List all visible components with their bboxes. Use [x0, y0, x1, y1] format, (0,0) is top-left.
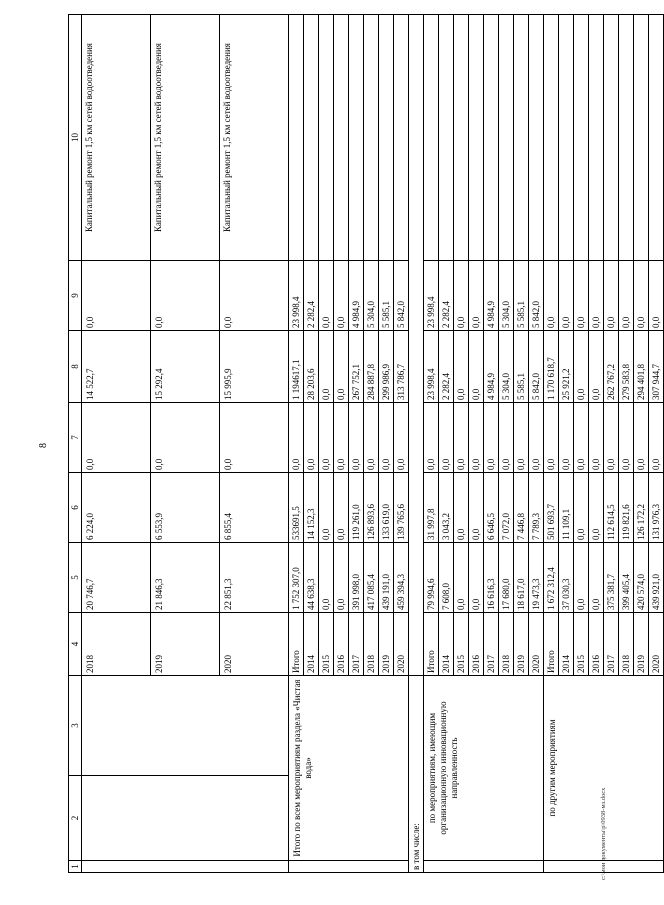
table-row	[544, 15, 559, 873]
value-cell: 0,0	[589, 261, 604, 331]
value-cell: 31 997,8	[424, 473, 439, 543]
value-cell: 2 282,4	[439, 261, 454, 331]
col-header: 8	[69, 331, 82, 403]
value-cell: 0,0	[319, 331, 334, 403]
value-cell: 0,0	[559, 261, 574, 331]
value-cell: 0,0	[604, 261, 619, 331]
value-cell: 0,0	[649, 403, 664, 473]
value-cell: 23 998,4	[289, 261, 304, 331]
empty-cell	[544, 861, 664, 873]
empty-cell	[469, 15, 484, 261]
value-cell: 22 851,3	[220, 543, 289, 613]
value-cell: 0,0	[220, 261, 289, 331]
value-cell: 1 194617,1	[289, 331, 304, 403]
year-cell: 2020	[529, 613, 544, 676]
year-cell: 2016	[589, 613, 604, 676]
value-cell: 0,0	[469, 403, 484, 473]
value-cell: 16 616,3	[484, 543, 499, 613]
value-cell: 279 583,8	[619, 331, 634, 403]
value-cell: 459 394,3	[394, 543, 409, 613]
year-cell: 2015	[574, 613, 589, 676]
empty-cell	[424, 861, 544, 873]
year-cell: 2018	[499, 613, 514, 676]
value-cell: 0,0	[634, 261, 649, 331]
value-cell: 0,0	[454, 403, 469, 473]
section-label: по другим мероприятиям	[544, 676, 664, 861]
value-cell: 112 614,5	[604, 473, 619, 543]
value-cell: 4 984,9	[349, 261, 364, 331]
year-cell: 2017	[349, 613, 364, 676]
column-number-row	[69, 15, 82, 873]
col-header: 9	[69, 261, 82, 331]
description-cell: Капитальный ремонт 1,5 км сетей водоотведения	[151, 15, 220, 261]
empty-cell	[82, 676, 289, 776]
value-cell: 6 646,5	[484, 473, 499, 543]
year-cell: Итого	[424, 613, 439, 676]
value-cell: 6 553,9	[151, 473, 220, 543]
year-cell: 2016	[334, 613, 349, 676]
value-cell: 0,0	[574, 261, 589, 331]
value-cell: 0,0	[151, 261, 220, 331]
value-cell: 0,0	[394, 403, 409, 473]
value-cell: 420 574,0	[634, 543, 649, 613]
col-header: 4	[69, 613, 82, 676]
value-cell: 284 887,8	[364, 331, 379, 403]
year-cell: Итого	[544, 613, 559, 676]
section-total	[289, 15, 409, 873]
value-cell: 4 984,9	[484, 331, 499, 403]
value-cell: 79 994,6	[424, 543, 439, 613]
section-label: по мероприятиям, имеющим организационную инновационную направленность	[424, 676, 544, 861]
value-cell: 0,0	[151, 403, 220, 473]
value-cell: 5 304,0	[499, 261, 514, 331]
value-cell: 391 998,0	[349, 543, 364, 613]
value-cell: 0,0	[304, 403, 319, 473]
empty-cell	[604, 15, 619, 261]
year-cell: 2020	[649, 613, 664, 676]
value-cell: 417 085,4	[364, 543, 379, 613]
year-cell: 2015	[319, 613, 334, 676]
value-cell: 119 821,6	[619, 473, 634, 543]
empty-cell	[424, 15, 439, 261]
value-cell: 0,0	[220, 403, 289, 473]
year-cell: 2017	[484, 613, 499, 676]
year-cell: 2015	[454, 613, 469, 676]
year-cell: 2016	[469, 613, 484, 676]
value-cell: 25 921,2	[559, 331, 574, 403]
value-cell: 501 693,7	[544, 473, 559, 543]
value-cell: 0,0	[334, 403, 349, 473]
value-cell: 0,0	[574, 473, 589, 543]
value-cell: 37 030,3	[559, 543, 574, 613]
value-cell: 18 617,0	[514, 543, 529, 613]
value-cell: 0,0	[604, 403, 619, 473]
value-cell: 0,0	[424, 403, 439, 473]
col-header: 6	[69, 473, 82, 543]
value-cell: 267 752,1	[349, 331, 364, 403]
value-cell: 0,0	[319, 403, 334, 473]
value-cell: 6 224,0	[82, 473, 151, 543]
empty-cell	[334, 15, 349, 261]
year-cell: 2019	[514, 613, 529, 676]
empty-cell	[634, 15, 649, 261]
value-cell: 0,0	[379, 403, 394, 473]
description-cell: Капитальный ремонт 1,5 км сетей водоотведения	[82, 15, 151, 261]
empty-cell	[574, 15, 589, 261]
empty-cell	[514, 15, 529, 261]
value-cell: 131 976,3	[649, 473, 664, 543]
value-cell: 2 282,4	[304, 261, 319, 331]
col-header: 1	[69, 861, 82, 873]
value-cell: 0,0	[499, 403, 514, 473]
value-cell: 399 405,4	[619, 543, 634, 613]
value-cell: 126 893,6	[364, 473, 379, 543]
year-cell: Итого	[289, 613, 304, 676]
value-cell: 0,0	[589, 543, 604, 613]
empty-cell	[379, 15, 394, 261]
empty-cell	[394, 15, 409, 261]
value-cell: 0,0	[469, 261, 484, 331]
year-cell: 2014	[559, 613, 574, 676]
empty-cell	[82, 861, 289, 873]
value-cell: 119 261,0	[349, 473, 364, 543]
year-cell: 2019	[151, 613, 220, 676]
value-cell: 1 672 312,4	[544, 543, 559, 613]
year-cell: 2014	[439, 613, 454, 676]
value-cell: 5 842,0	[529, 261, 544, 331]
empty-cell	[364, 15, 379, 261]
year-cell: 2020	[394, 613, 409, 676]
value-cell: 4 984,9	[484, 261, 499, 331]
value-cell: 44 638,3	[304, 543, 319, 613]
value-cell: 3 043,2	[439, 473, 454, 543]
value-cell: 20 746,7	[82, 543, 151, 613]
value-cell: 439 191,0	[379, 543, 394, 613]
value-cell: 0,0	[589, 473, 604, 543]
value-cell: 139 765,6	[394, 473, 409, 543]
value-cell: 1 752 307,0	[289, 543, 304, 613]
col-header: 3	[69, 676, 82, 776]
value-cell: 375 381,7	[604, 543, 619, 613]
empty-cell	[619, 15, 634, 261]
empty-cell	[484, 15, 499, 261]
value-cell: 0,0	[469, 473, 484, 543]
value-cell: 0,0	[514, 403, 529, 473]
empty-cell	[589, 15, 604, 261]
year-cell: 2014	[304, 613, 319, 676]
value-cell: 1 170 618,7	[544, 331, 559, 403]
including-row	[409, 15, 424, 873]
value-cell: 294 401,8	[634, 331, 649, 403]
empty-cell	[409, 15, 424, 676]
value-cell: 0,0	[454, 543, 469, 613]
section-innovative	[424, 15, 544, 873]
value-cell: 533691,5	[289, 473, 304, 543]
col-header: 2	[69, 776, 82, 861]
year-cell: 2019	[634, 613, 649, 676]
empty-cell	[559, 15, 574, 261]
value-cell: 133 619,0	[379, 473, 394, 543]
value-cell: 0,0	[454, 261, 469, 331]
value-cell: 7 072,0	[499, 473, 514, 543]
value-cell: 0,0	[484, 403, 499, 473]
value-cell: 0,0	[589, 403, 604, 473]
value-cell: 307 944,7	[649, 331, 664, 403]
value-cell: 0,0	[469, 543, 484, 613]
value-cell: 14 152,3	[304, 473, 319, 543]
value-cell: 5 585,1	[514, 261, 529, 331]
value-cell: 299 986,9	[379, 331, 394, 403]
value-cell: 7 608,0	[439, 543, 454, 613]
page-number: 8	[38, 443, 49, 448]
value-cell: 126 172,2	[634, 473, 649, 543]
empty-cell	[82, 776, 289, 861]
value-cell: 17 680,0	[499, 543, 514, 613]
value-cell: 439 921,0	[649, 543, 664, 613]
col-header: 5	[69, 543, 82, 613]
value-cell: 0,0	[589, 331, 604, 403]
value-cell: 0,0	[454, 473, 469, 543]
value-cell: 23 998,4	[424, 261, 439, 331]
description-cell: Капитальный ремонт 1,5 км сетей водоотведения	[220, 15, 289, 261]
empty-cell	[304, 15, 319, 261]
empty-cell	[529, 15, 544, 261]
value-cell: 5 585,1	[514, 331, 529, 403]
value-cell: 15 995,9	[220, 331, 289, 403]
value-cell: 262 767,2	[604, 331, 619, 403]
value-cell: 14 522,7	[82, 331, 151, 403]
value-cell: 5 304,0	[364, 261, 379, 331]
col-header: 7	[69, 403, 82, 473]
section-label: Итого по всем мероприятиям раздела «Чистая вода»	[289, 676, 409, 861]
empty-cell	[349, 15, 364, 261]
value-cell: 0,0	[469, 331, 484, 403]
table-row	[289, 15, 304, 873]
value-cell: 0,0	[619, 261, 634, 331]
value-cell: 5 304,0	[499, 331, 514, 403]
empty-cell	[289, 861, 409, 873]
budget-table	[68, 14, 664, 873]
value-cell: 0,0	[574, 403, 589, 473]
value-cell: 23 998,4	[424, 331, 439, 403]
value-cell: 0,0	[559, 403, 574, 473]
col-header: 10	[69, 15, 82, 261]
year-cell: 2019	[379, 613, 394, 676]
value-cell: 0,0	[529, 403, 544, 473]
value-cell: 0,0	[544, 261, 559, 331]
value-cell: 21 846,3	[151, 543, 220, 613]
empty-cell	[649, 15, 664, 261]
value-cell: 0,0	[334, 473, 349, 543]
value-cell: 5 585,1	[379, 261, 394, 331]
value-cell: 0,0	[334, 331, 349, 403]
empty-cell	[544, 15, 559, 261]
value-cell: 0,0	[574, 331, 589, 403]
year-cell: 2018	[619, 613, 634, 676]
value-cell: 0,0	[619, 403, 634, 473]
value-cell: 0,0	[544, 403, 559, 473]
rotated-table-container	[68, 15, 661, 873]
value-cell: 0,0	[319, 261, 334, 331]
including-label: в том числе:	[409, 676, 424, 873]
year-cell: 2018	[364, 613, 379, 676]
footer-path: c:\мои документы\р\0938-мз.docx	[600, 787, 607, 880]
value-cell: 7 446,8	[514, 473, 529, 543]
section-other	[544, 15, 664, 873]
table-row	[82, 15, 151, 873]
empty-cell	[319, 15, 334, 261]
empty-cell	[439, 15, 454, 261]
value-cell: 0,0	[574, 543, 589, 613]
value-cell: 0,0	[454, 331, 469, 403]
year-cell: 2017	[604, 613, 619, 676]
value-cell: 0,0	[82, 403, 151, 473]
value-cell: 11 109,1	[559, 473, 574, 543]
value-cell: 0,0	[634, 403, 649, 473]
value-cell: 5 842,0	[529, 331, 544, 403]
table-row	[424, 15, 439, 873]
value-cell: 5 842,0	[394, 261, 409, 331]
value-cell: 6 855,4	[220, 473, 289, 543]
value-cell: 7 789,3	[529, 473, 544, 543]
value-cell: 28 203,6	[304, 331, 319, 403]
value-cell: 0,0	[289, 403, 304, 473]
year-cell: 2020	[220, 613, 289, 676]
including-row-group	[409, 15, 424, 873]
empty-cell	[499, 15, 514, 261]
empty-cell	[289, 15, 304, 261]
value-cell: 2 282,4	[439, 331, 454, 403]
value-cell: 0,0	[439, 403, 454, 473]
value-cell: 0,0	[334, 543, 349, 613]
value-cell: 15 292,4	[151, 331, 220, 403]
year-cell: 2018	[82, 613, 151, 676]
value-cell: 0,0	[349, 403, 364, 473]
value-cell: 0,0	[319, 473, 334, 543]
value-cell: 0,0	[334, 261, 349, 331]
value-cell: 0,0	[319, 543, 334, 613]
value-cell: 313 786,7	[394, 331, 409, 403]
empty-cell	[454, 15, 469, 261]
value-cell: 0,0	[364, 403, 379, 473]
value-cell: 0,0	[649, 261, 664, 331]
value-cell: 0,0	[82, 261, 151, 331]
value-cell: 19 473,3	[529, 543, 544, 613]
